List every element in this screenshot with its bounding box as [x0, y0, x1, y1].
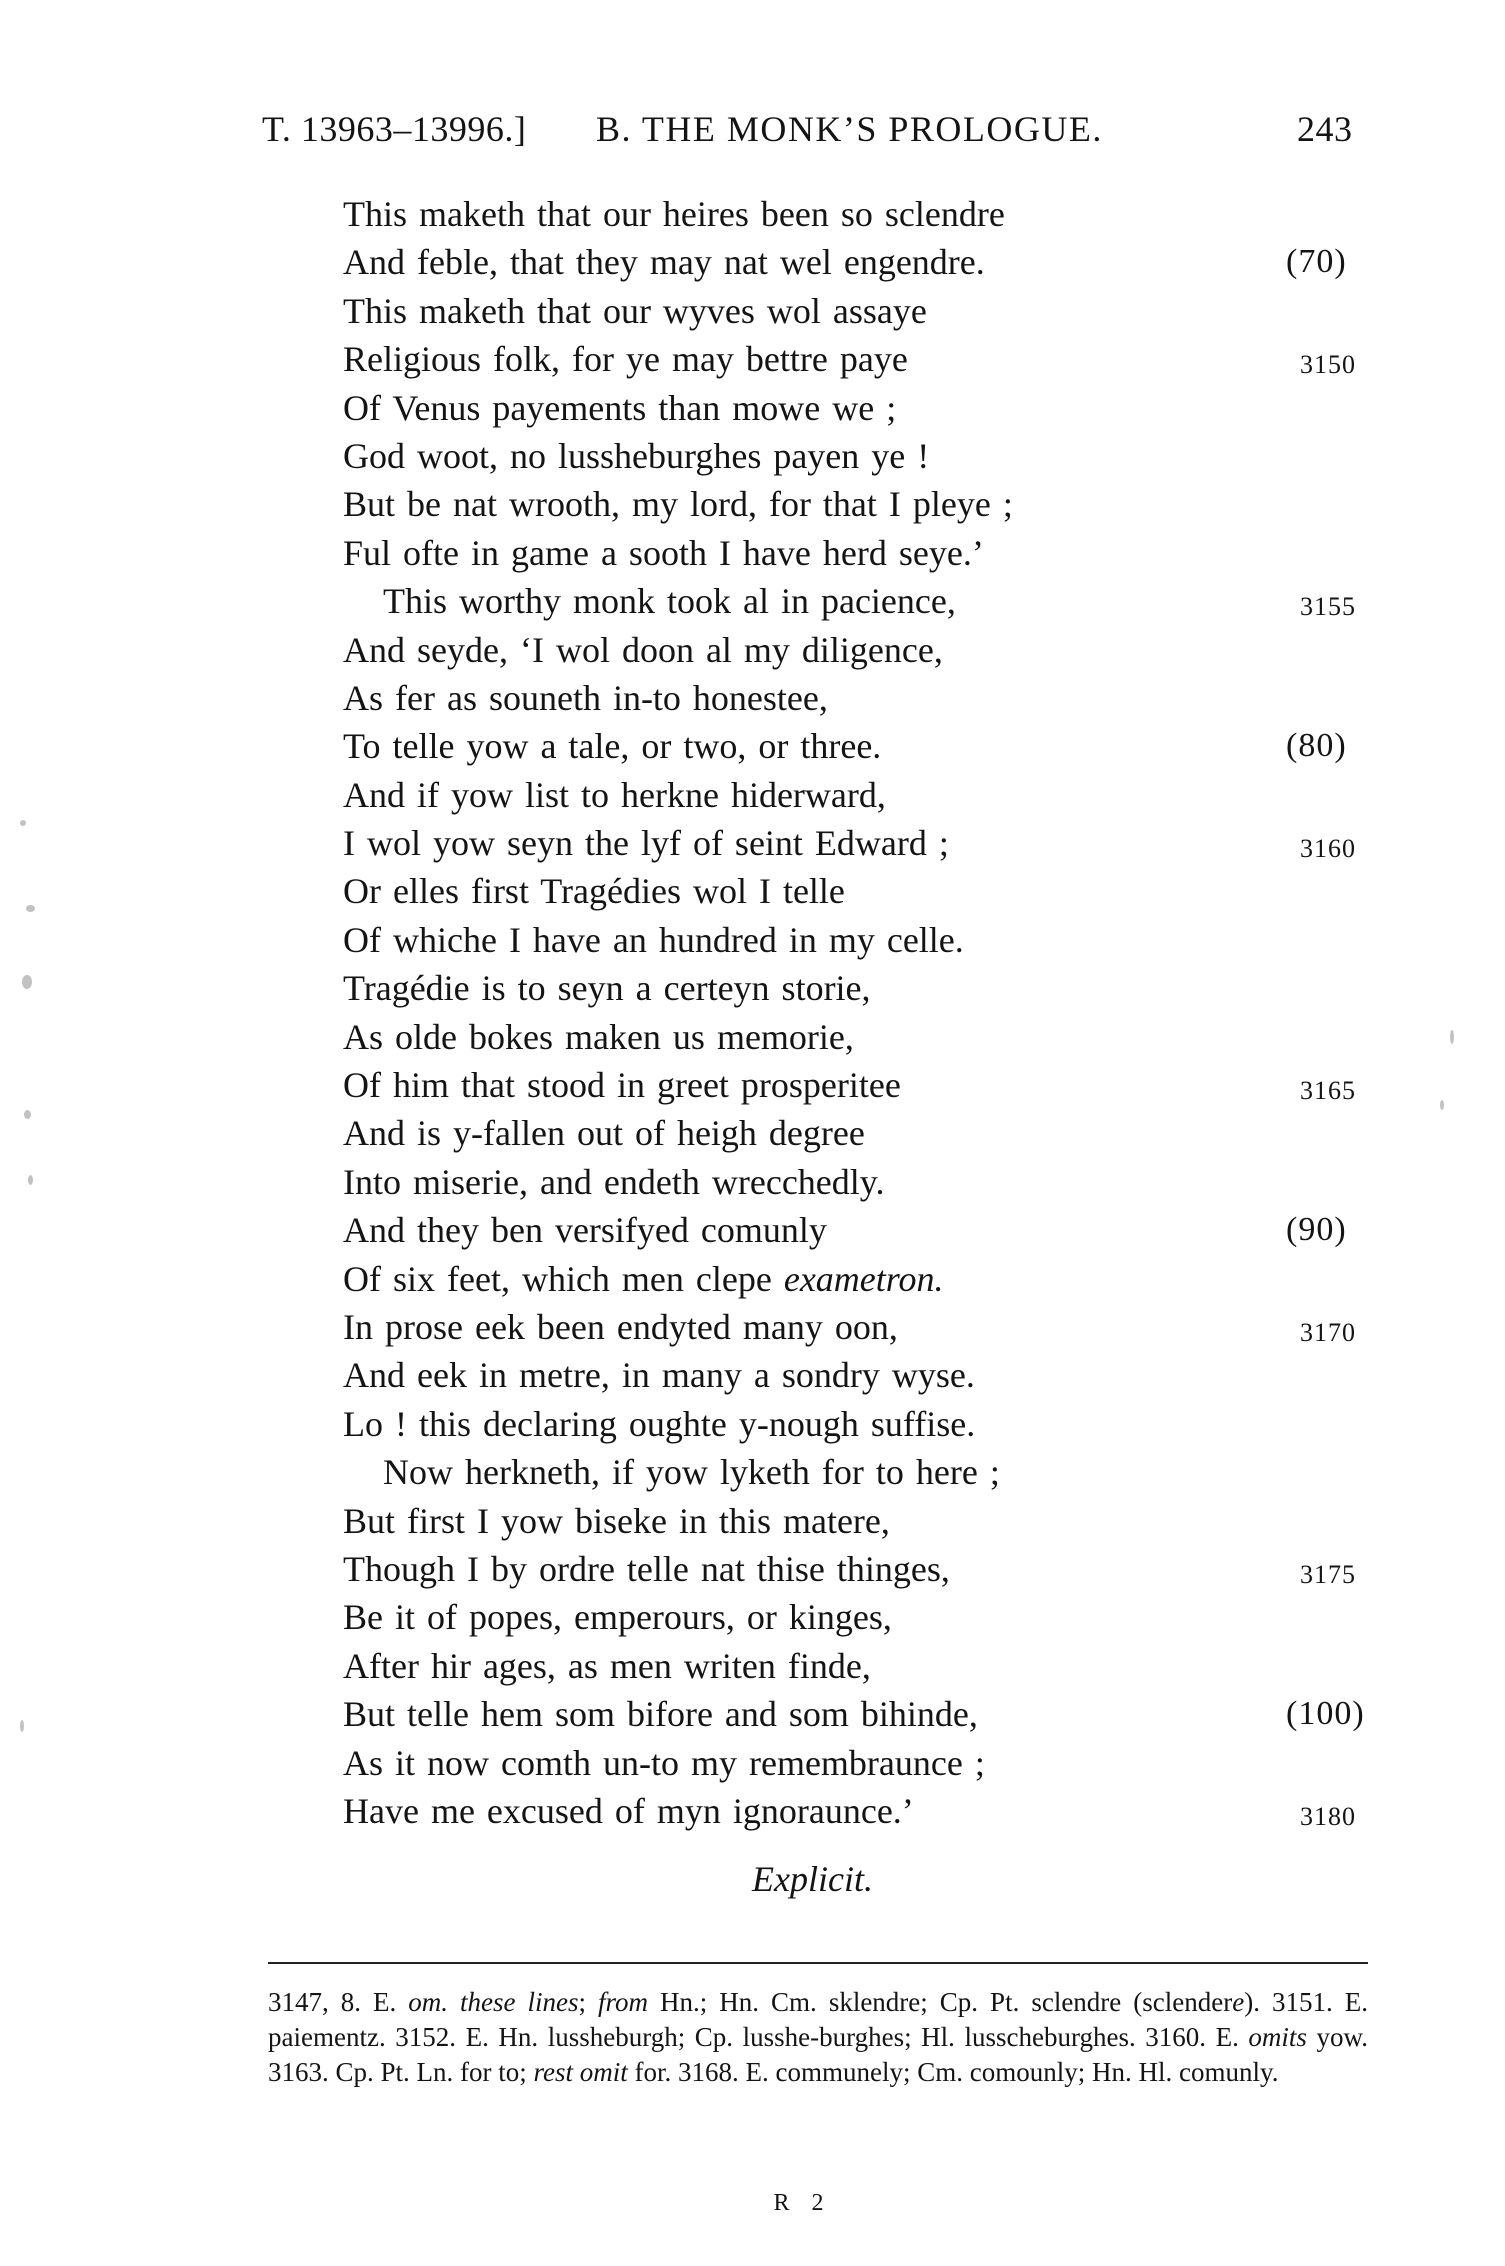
- verse-line: [0, 1497, 1505, 1545]
- section-title: B. THE MONK’S PROLOGUE.: [596, 109, 1103, 149]
- note-text: yow. 3163. Cp. Pt. Ln. for to;: [268, 2022, 1369, 2087]
- verse-line: [0, 674, 1505, 722]
- verse-line: [0, 1690, 1505, 1738]
- verse-line: [0, 626, 1505, 674]
- verse-line-text: But first I yow biseke in this matere,: [343, 1500, 890, 1541]
- verse-line-text: And feble, that they may nat wel engendre.: [343, 242, 985, 283]
- verse-line: [0, 1109, 1505, 1157]
- line-number: 3170: [1300, 1317, 1356, 1347]
- verse-line-text: And seyde, ‘I wol doon al my diligence,: [343, 629, 943, 670]
- verse-line-text: Be it of popes, emperours, or kinges,: [343, 1597, 892, 1638]
- verse-line-text: After hir ages, as men writen finde,: [343, 1645, 871, 1686]
- verse-line: [0, 1303, 1505, 1351]
- verse-line: [0, 1448, 1505, 1496]
- scan-speck: [28, 1175, 33, 1185]
- verse-line: [0, 577, 1505, 625]
- note-italic: rest omit: [533, 2057, 628, 2087]
- line-number: 3155: [1300, 592, 1356, 622]
- tale-line-number: (70): [1286, 243, 1347, 281]
- verse-line-text: This maketh that our heires been so sclendre: [343, 194, 1005, 234]
- page-number: 243: [1297, 109, 1353, 149]
- textual-notes: [268, 1985, 1368, 2090]
- note-italic: e: [1232, 1987, 1245, 2017]
- verse-line-text: God woot, no lussheburghes payen ye !: [343, 435, 930, 476]
- explicit-text: Explicit.: [752, 1859, 873, 1899]
- verse-line: [0, 432, 1505, 480]
- footnote-rule: [268, 1962, 1368, 1964]
- verse-line: [0, 1158, 1505, 1206]
- verse-line: [0, 1400, 1505, 1448]
- tale-line-number: (100): [1286, 1695, 1365, 1733]
- scan-speck: [22, 975, 32, 989]
- verse-line: [0, 1739, 1505, 1787]
- verse-line-text: Of whiche I have an hundred in my celle.: [343, 919, 964, 960]
- verse-line-text: Have me excused of myn ignoraunce.’: [343, 1790, 914, 1831]
- verse-line: [0, 238, 1505, 286]
- verse-line-text: This maketh that our wyves wol assaye: [343, 290, 927, 331]
- verse-line-text: As olde bokes maken us memorie,: [343, 1016, 854, 1057]
- verse-line-text: Ful ofte in game a sooth I have herd seye.’: [343, 532, 984, 573]
- verse-line: [0, 1593, 1505, 1641]
- note-text: ;: [578, 1987, 599, 2017]
- verse-line: [0, 1255, 1505, 1303]
- verse-line: [0, 190, 1505, 238]
- scan-speck: [1440, 1100, 1444, 1110]
- verse-line-text: Though I by ordre telle nat thise thinges,: [343, 1548, 950, 1589]
- verse-line-text: Of Venus payements than mowe we ;: [343, 387, 897, 428]
- verse-line-text: Now herkneth, if yow lyketh for to here ;: [383, 1452, 1000, 1493]
- verse-line-text: I wol yow seyn the lyf of seint Edward ;: [343, 823, 949, 864]
- verse-line-text: In prose eek been endyted many oon,: [343, 1306, 898, 1347]
- verse-line: [0, 287, 1505, 335]
- verse-line-text: Into miserie, and endeth wrecchedly.: [343, 1161, 885, 1202]
- verse-line-text: [343, 1255, 943, 1303]
- verse-line-text: Tragédie is to seyn a certeyn storie,: [343, 968, 871, 1009]
- verse-line: [0, 1351, 1505, 1399]
- verse-line: [0, 1642, 1505, 1690]
- verse-line-text: Lo ! this declaring oughte y-nough suffise.: [343, 1403, 976, 1444]
- verse-line-text: And eek in metre, in many a sondry wyse.: [343, 1355, 975, 1396]
- note-text: for. 3168. E. communely; Cm. comounly; Hn. Hl. comunly.: [627, 2057, 1279, 2087]
- note-text: ). 3151. E. paiementz. 3152. E. Hn. lussheburgh; Cp. lusshe-burghes; Hl. lusscheburghes. 3160. E.: [268, 1987, 1368, 2052]
- verse-line-text: To telle yow a tale, or two, or three.: [343, 726, 882, 767]
- verse-line-text: Of him that stood in greet prosperitee: [343, 1065, 901, 1106]
- tale-line-number: (80): [1286, 727, 1347, 765]
- scan-speck: [24, 1110, 31, 1119]
- verse-line: [0, 964, 1505, 1012]
- verse-line-text: As fer as souneth in-to honestee,: [343, 677, 828, 718]
- note-italic: om. these lines: [408, 1987, 579, 2017]
- line-range-reference: T. 13963–13996.]: [262, 109, 527, 149]
- running-header: [0, 108, 1505, 156]
- verse-line: [0, 1206, 1505, 1254]
- explicit-label: [0, 1858, 1505, 1900]
- verse-line-text: And they ben versifyed comunly: [343, 1210, 827, 1251]
- scan-speck: [20, 820, 26, 826]
- verse-block: [0, 190, 1505, 1835]
- line-number: 3165: [1300, 1076, 1356, 1106]
- verse-line: [0, 529, 1505, 577]
- verse-line: [0, 722, 1505, 770]
- line-number: 3180: [1300, 1801, 1356, 1831]
- verse-italic-word: exametron.: [783, 1258, 944, 1299]
- note-text: Hn.; Hn. Cm. sklendre; Cp. Pt. sclendre (sclender: [648, 1987, 1233, 2017]
- verse-line: [0, 867, 1505, 915]
- scan-speck: [1450, 1030, 1454, 1044]
- line-number: 3175: [1300, 1559, 1356, 1589]
- verse-line: [0, 819, 1505, 867]
- verse-line: [0, 1061, 1505, 1109]
- verse-line-text: This worthy monk took al in pacience,: [383, 581, 956, 622]
- tale-line-number: (90): [1286, 1211, 1347, 1249]
- line-number: 3160: [1300, 834, 1356, 864]
- verse-line: [0, 1787, 1505, 1835]
- verse-line-text: And if yow list to herkne hiderward,: [343, 774, 886, 815]
- verse-line-text: Religious folk, for ye may bettre paye: [343, 339, 908, 380]
- verse-line: [0, 771, 1505, 819]
- verse-line-text: But be nat wrooth, my lord, for that I pleye ;: [343, 484, 1013, 525]
- verse-line: [0, 916, 1505, 964]
- verse-line: [0, 335, 1505, 383]
- note-italic: omits: [1248, 2022, 1307, 2052]
- note-italic: from: [598, 1987, 649, 2017]
- line-number: 3150: [1300, 350, 1356, 380]
- verse-line: [0, 480, 1505, 528]
- verse-plain-text: Of six feet, which men clepe: [343, 1258, 784, 1299]
- verse-line: [0, 1545, 1505, 1593]
- verse-line-text: But telle hem som bifore and som bihinde,: [343, 1694, 978, 1735]
- note-text: 3147, 8. E.: [268, 1987, 409, 2017]
- scan-speck: [26, 905, 35, 912]
- verse-line-text: Or elles first Tragédies wol I telle: [343, 871, 845, 912]
- verse-line-text: And is y-fallen out of heigh degree: [343, 1113, 865, 1154]
- signature-text: R 2: [773, 2190, 832, 2216]
- verse-line-text: As it now comth un-to my remembraunce ;: [343, 1742, 985, 1783]
- verse-line: [0, 1013, 1505, 1061]
- verse-line: [0, 384, 1505, 432]
- scan-speck: [20, 1720, 24, 1732]
- signature-mark: [0, 2190, 1505, 2217]
